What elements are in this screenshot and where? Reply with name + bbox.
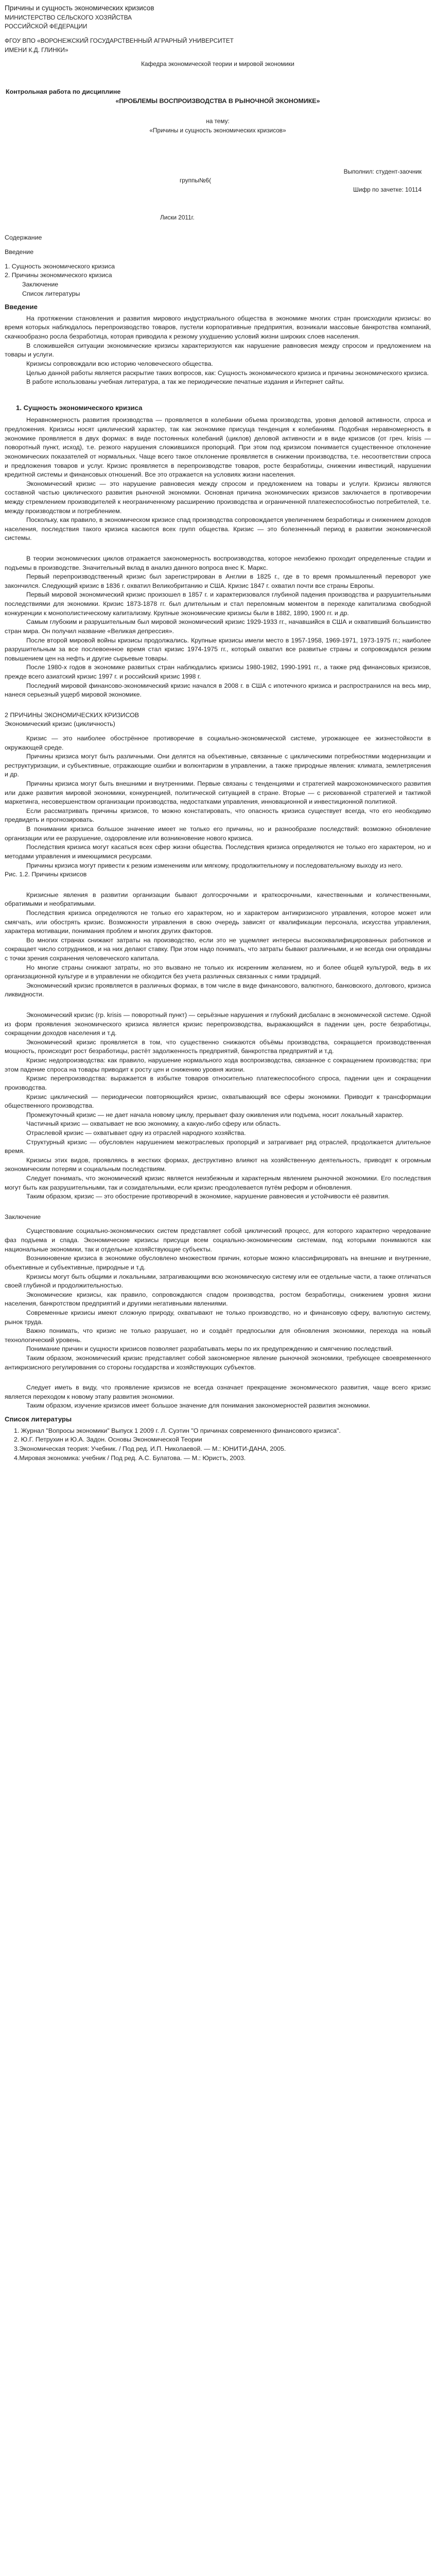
conclusion-paragraph: Таким образом, экономический кризис представляет собой закономерное явление рыночной экономики, требующее своевременного антикризисного регулирования со стороны государства и хозяйствующих субъектов. [5, 1354, 431, 1371]
section2-paragraph: Причины кризиса могут привести к резким изменениям или мягкому, продолжительному и последовательному выходу из него. [26, 861, 403, 869]
city-year: Лиски 2011г. [160, 213, 195, 221]
topic: «Причины и сущность экономических кризисов» [149, 127, 286, 134]
conclusion-paragraph: Возникновение кризиса в экономике обусловлено множеством причин, которые можно классифицировать на внешние и внутренние, объективные и субъективные, природные и т.д. [5, 1255, 431, 1271]
toc-item: 1. Сущность экономического кризиса [5, 262, 115, 270]
forms-paragraph: Кризис перепроизводства: выражается в избытке товаров относительно платежеспособного спроса, падении цен и сокращении производства. [5, 1075, 431, 1091]
closing-paragraph: Следует иметь в виду, что проявление кризисов не всегда означает прекращение экономического развития, чаще всего кризис является переходом к новому этапу развития экономики. [5, 1384, 431, 1400]
intro-paragraph: Целью данной работы является раскрытие таких вопросов, как: Сущность экономического кризиса и причины экономического кризиса. [26, 369, 429, 377]
intro-heading: Введение [5, 303, 38, 311]
toc-item: 2. Причины экономического кризиса [5, 272, 112, 279]
literature-heading: Список литературы [5, 1415, 72, 1423]
forms-paragraph: Следует понимать, что экономический кризис является неизбежным и характерным явлением рыночной экономики. Его последствия могут быть как разрушительными, так и созидательными, если кризис преодолевается путём реформ и обновления. [5, 1175, 431, 1191]
topic-label: на тему: [206, 117, 230, 125]
section1-paragraph: Поскольку, как правило, в экономическом кризисе спад производства сопровождается увеличением безработицы и снижением доходов населения, последствия такого кризиса касаются всех групп общества. Кризис — это болезненный период в развитии экономической системы. [5, 516, 431, 542]
intro-paragraph: На протяжении становления и развития мирового индустриального общества в экономике многих стран происходили кризисы: во время которых наблюдалось перепроизводство товаров, пустели корпоративные предприятия, возникали массовые банкротства компаний, скачкообразно росла безработица, которая приводила к резкому ухудшению условий жизни широких слоев населения. [5, 314, 431, 341]
toc-item: Введение [5, 248, 34, 256]
literature-item: 4.Мировая экономика: учебник / Под ред. А.С. Булатова. — М.: Юристъ, 2003. [14, 1454, 246, 1462]
conclusion-heading: Заключение [5, 1213, 41, 1221]
forms-paragraph: Структурный кризис — обусловлен нарушением межотраслевых пропорций и затрагивает ряд отраслей, продолжается длительное время. [5, 1138, 431, 1155]
section1-paragraph: Неравномерность развития производства — проявляется в колебании объема производства, уровня деловой активности, спроса и предложения. Кризисы носят циклический характер, так как экономике присуща тенденция к колебаниям. Подобная неравномерность в экономике проявляется в двух формах: в виде постоянных колебаний (циклов) деловой активности и в виде кризисов (от греч. krisis — поворотный пункт, исход), т.е. резкого нарушения сложившихся пропорций. При этом под кризисом понимается существенное отклонение экономических показателей от нормальных. Чаще всего такое отклонение проявляется в снижении производства, т.е. несоответствии спроса и предложения товаров и услуг. Кризис проявляется в перепроизводстве товаров, росте безработицы, снижении инвестиций, нарушении кредитной системы и финансовых отношений. Все это отражается на условиях жизни населения. [5, 416, 431, 479]
theory-paragraph: Первый перепроизводственный кризис был зарегистрирован в Англии в 1825 г., где в то время промышленный переворот уже закончился. Следующий кризис в 1836 г. охватил Великобританию и США. Кризис 1847 г. охватил почти все страны Европы. [5, 573, 431, 589]
section2-subheading: Экономический кризис (цикличность) [5, 720, 115, 728]
conclusion-paragraph: Экономические кризисы, как правило, сопровождаются спадом производства, ростом безработицы, снижением уровня жизни населения, банкротством предприятий и другими негативными явлениями. [5, 1291, 431, 1308]
literature-item: 3.Экономическая теория: Учебник. / Под ред. И.П. Николаевой. — М.: ЮНИТИ-ДАНА, 2005. [14, 1445, 286, 1452]
management-paragraph: Но многие страны снижают затраты, но это вызвано не только их искренним желанием, но и более общей культурой, ведь в их организационной культуре и в управлении не обходится без учета различных связанных с ними традиций. [5, 963, 431, 980]
forms-paragraph: Экономический кризис (гр. krisis — поворотный пункт) — серьёзные нарушения и глубокий дисбаланс в экономической системе. Одной из форм проявления экономического кризиса является кризис перепроизводства, выражающийся в падении цен, росте безработицы, сокращении доходов населения и т.д. [5, 1011, 431, 1037]
forms-paragraph: Кризис циклический — периодически повторяющийся кризис, охватывающий все сферы экономики. Приводит к трансформации общественного производства. [5, 1093, 431, 1110]
conclusion-paragraph: Кризисы могут быть общими и локальными, затрагивающими всю экономическую систему или ее отдельные части, а также отличаться своей глубиной и продолжительностью. [5, 1273, 431, 1290]
forms-paragraph: Экономический кризис проявляется в том, что существенно снижаются объёмы производства, сокращается производственная мощность, происходит рост безработицы, растёт задолженность предприятий, банкротства предприятий и т.д. [5, 1038, 431, 1055]
literature-item: 1. Журнал "Вопросы экономики" Выпуск 1 2009 г. Л. Суэтин "О причинах современного финансового кризиса". [14, 1427, 341, 1434]
theory-paragraph: Первый мировой экономический кризис произошел в 1857 г. и характеризовался глубиной падения производства и разрушительными последствиями для экономики. Кризис 1873-1878 гг. был длительным и стал переломным моментом в переходе капитализма свободной конкуренции к монополистическому капитализму. Крупные экономические кризисы были в 1882, 1890, 1900 гг. и др. [5, 591, 431, 617]
work-line: Контрольная работа по дисциплине [6, 88, 121, 96]
doc-title: Причины и сущность экономических кризисов [5, 4, 154, 12]
code: Шифр по зачетке: 10114 [353, 186, 422, 194]
section1-paragraph: Экономический кризис — это нарушение равновесия между спросом и предложением на товары и услуги. Кризисы являются составной частью циклического развития рыночной экономики. Основная причина экономических кризисов заключается в противоречии между стремлением производителей к неограниченному расширению производства и ограниченной платежеспособностью потребителей, т.е. между производством и потреблением. [5, 480, 431, 515]
toc-title: Содержание [5, 234, 42, 242]
forms-paragraph: Частичный кризис — охватывает не всю экономику, а какую-либо сферу или область. [26, 1120, 281, 1128]
theory-paragraph: Последний мировой финансово-экономический кризис начался в 2008 г. в США с ипотечного кризиса и распространился на весь мир, нанеся серьезный ущерб мировой экономике. [5, 682, 431, 699]
forms-paragraph: Кризисы этих видов, проявляясь в жестких формах, деструктивно влияют на хозяйственную деятельность, приводят к огромным экономическим потерям и социальным последствиям. [5, 1156, 431, 1173]
theory-paragraph: Самым глубоким и разрушительным был мировой экономический кризис 1929-1933 гг., начавшийся в США и охвативший большинство стран мира. Он получил название «Великая депрессия». [5, 618, 431, 635]
conclusion-paragraph: Понимание причин и сущности кризисов позволяет разрабатывать меры по их предупреждению и смягчению последствий. [26, 1345, 393, 1353]
section2-heading: 2 ПРИЧИНЫ ЭКОНОМИЧЕСКИХ КРИЗИСОВ [5, 711, 139, 719]
closing-paragraph: Таким образом, изучение кризисов имеет большое значение для понимания закономерностей развития экономики. [26, 1402, 371, 1410]
conclusion-paragraph: Важно понимать, что кризис не только разрушает, но и создаёт предпосылки для обновления экономики, перехода на новый технологический уровень. [5, 1327, 431, 1344]
ministry-line-1: МИНИСТЕРСТВО СЕЛЬСКОГО ХОЗЯЙСТВА [5, 13, 132, 21]
forms-paragraph: Кризис недопроизводства: как правило, нарушение нормального хода воспроизводства, связанное с сокращением производства; при этом падение спроса на товары приводит к росту цен и снижению уровня жизни. [5, 1057, 431, 1073]
conclusion-paragraph: Существование социально-экономических систем представляет собой циклический процесс, для которого характерно чередование фаз подъема и спада. Экономические кризисы присущи всем социально-экономическим системам, под которыми понимаются как национальные экономики, так и отдельные хозяйствующие субъекты. [5, 1227, 431, 1253]
section1-heading: 1. Сущность экономического кризиса [16, 403, 143, 412]
group: группы№6( [180, 177, 212, 184]
department: Кафедра экономической теории и мировой экономики [141, 60, 294, 68]
management-paragraph: Кризисные явления в развитии организации бывают долгосрочными и краткосрочными, качественными и количественными, обратимыми и необратимыми. [5, 891, 431, 908]
intro-paragraph: В работе использованы учебная литература, а так же периодические печатные издания и Интернет сайты. [26, 378, 345, 386]
student: Выполнил: студент-заочник [343, 167, 422, 175]
conclusion-paragraph: Современные кризисы имеют сложную природу, охватывают не только производство, но и финансовую сферу, валютную систему, рынок труда. [5, 1309, 431, 1326]
theory-paragraph: В теории экономических циклов отражается закономерность воспроизводства, которое неизбежно проходит определенные стадии и подъемы в производстве. Значительный вклад в анализ данного вопроса внес К. Маркс. [5, 555, 431, 571]
discipline: «ПРОБЛЕМЫ ВОСПРОИЗВОДСТВА В РЫНОЧНОЙ ЭКОНОМИКЕ» [115, 97, 320, 105]
theory-paragraph: После второй мировой войны кризисы продолжались. Крупные кризисы имели место в 1957-1958, 1969-1971, 1973-1975 гг.; наиболее разрушительным за все послевоенное время стал кризис 1974-1975 гг., который охватил все развитые страны и сопровождался резким повышением цен на нефть и другие сырьевые товары. [5, 636, 431, 662]
section2-paragraph: Последствия кризиса могут касаться всех сфер жизни общества. Последствия кризиса определяются не только его характером, но и методами управления и имеющимися ресурсами. [5, 843, 431, 860]
university-line-2: ИМЕНИ К.Д. ГЛИНКИ» [5, 46, 68, 54]
literature-item: 2. Ю.Г. Петрухин и Ю.А. Задон. Основы Экономической Теории [14, 1436, 202, 1444]
section2-paragraph: Причины кризиса могут быть внешними и внутренними. Первые связаны с тенденциями и стратегией макроэкономического развития или даже развития мировой экономики, конкуренцией, политической ситуацией в стране. Вторые — с рискованной стратегией и тактикой маркетинга, несовершенством организации производства, недостатками управления, инновационной и инвестиционной политикой. [5, 780, 431, 806]
intro-paragraph: В сложившейся ситуации экономические кризисы характеризуются как нарушение равновесия между спросом и предложением на товары и услуги. [5, 342, 431, 359]
theory-paragraph: После 1980-х годов в экономике развитых стран наблюдались кризисы 1980-1982, 1990-1991 гг., а также ряд финансовых кризисов, прежде всего азиатский кризис 1997 г. и российский кризис 1998 г. [5, 664, 431, 680]
section2-paragraph: В понимании кризиса большое значение имеет не только его причины, но и разнообразие последствий: возможно обновление организации или ее разрушение, оздоровление или возникновение нового кризиса. [5, 825, 431, 842]
figure-caption: Рис. 1.2. Причины кризисов [5, 871, 87, 878]
management-paragraph: Во многих странах снижают затраты на производство, если это не ущемляет интересы высококвалифицированных работников и сокращает число сотрудников, и на них делают ставку. При этом надо понимать, что затраты бывают различными, и не всегда они оправданы с точки зрения сохранения человеческого капитала. [5, 936, 431, 962]
university-line-1: ФГОУ ВПО «ВОРОНЕЖСКИЙ ГОСУДАРСТВЕННЫЙ АГРАРНЫЙ УНИВЕРСИТЕТ [5, 37, 234, 45]
forms-paragraph: Промежуточный кризис — не дает начала новому циклу, прерывает фазу оживления или подъема, носит локальный характер. [26, 1111, 404, 1118]
section2-paragraph: Если рассматривать причины кризисов, то можно констатировать, что опасность кризиса существует всегда, что его необходимо предвидеть и прогнозировать. [5, 807, 431, 824]
toc-item: Заключение [22, 280, 59, 288]
forms-paragraph: Отраслевой кризис — охватывает одну из отраслей народного хозяйства. [26, 1129, 246, 1137]
ministry-line-2: РОССИЙСКОЙ ФЕДЕРАЦИИ [5, 23, 88, 30]
management-paragraph: Экономический кризис проявляется в различных формах, в том числе в виде финансового, валютного, банковского, долгового, кризиса ликвидности. [5, 981, 431, 998]
toc-item: Список литературы [22, 290, 80, 297]
section2-paragraph: Кризис — это наиболее обострённое противоречие в социально-экономической системе, угрожающее ее жизнестойкости в окружающей среде. [5, 734, 431, 751]
management-paragraph: Последствия кризиса определяются не только его характером, но и характером антикризисного управления, которое может или смягчать, или обострять кризис. Возможности управления в свою очередь зависят от квалификации персонала, искусства управления, характера мотивации, понимания проблем и многих других факторов. [5, 909, 431, 935]
intro-paragraph: Кризисы сопровождали всю историю человеческого общества. [26, 360, 213, 367]
section2-paragraph: Причины кризиса могут быть различными. Они делятся на объективные, связанные с циклическими потребностями модернизации и реструктуризации, и субъективные, отражающие ошибки и волюнтаризм в управлении, а также природные явления: климата, землетрясения и др. [5, 753, 431, 778]
forms-paragraph: Таким образом, кризис — это обострение противоречий в экономике, нарушение равновесия и устойчивости её развития. [26, 1193, 390, 1200]
